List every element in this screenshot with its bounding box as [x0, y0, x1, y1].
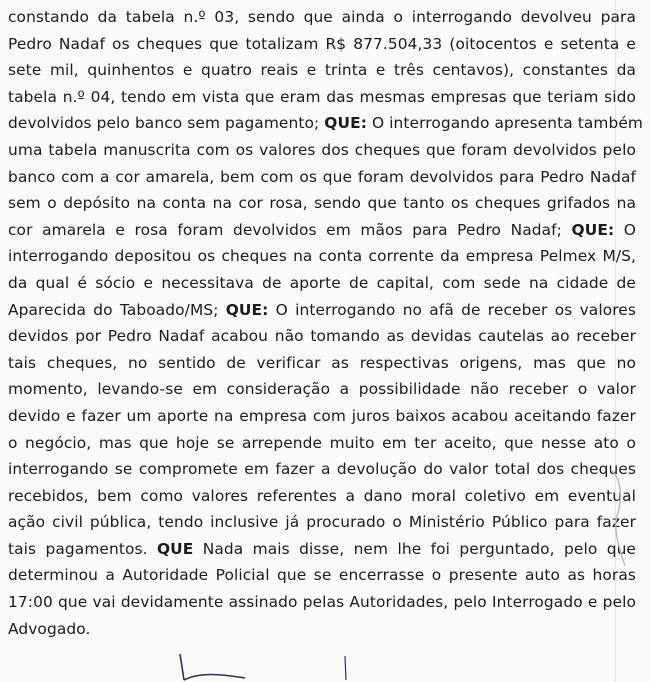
text-line: [8, 31, 636, 58]
text-segment: uma tabela manuscrita com os valores dos cheques que foram devolvidos pelo: [8, 140, 636, 159]
que-marker: QUE: [156, 539, 194, 558]
text-segment: Pedro Nadaf os cheques que totalizam R$ 877.504,33 (oitocentos e setenta e: [8, 34, 636, 53]
text-line: [8, 57, 636, 84]
text-line: [8, 562, 636, 589]
que-marker: QUE:: [225, 300, 269, 319]
text-line: [8, 323, 636, 350]
text-line: [8, 483, 636, 510]
text-segment: interrogando depositou os cheques na conta corrente da empresa Pelmex M/S,: [8, 247, 636, 266]
text-line: [8, 456, 636, 483]
text-segment: devido e fazer um aporte na empresa com juros baixos acabou aceitando fazer: [8, 406, 636, 425]
text-line: [8, 137, 636, 164]
text-segment: da qual é sócio e necessitava de aporte de capital, com sede na cidade de: [8, 273, 636, 292]
text-segment: O interrogando no afã de receber os valores: [268, 300, 636, 319]
text-line: [8, 84, 636, 111]
que-marker: QUE:: [571, 220, 615, 239]
text-segment: devolvidos pelo banco sem pagamento;: [8, 114, 325, 133]
text-segment: sem o depósito na conta na cor rosa, sendo que tanto os cheques grifados na: [8, 194, 636, 213]
text-line: [8, 616, 636, 643]
text-segment: tais pagamentos.: [8, 539, 157, 558]
text-line: [8, 270, 636, 297]
text-line: [8, 430, 636, 457]
text-line: [8, 190, 636, 217]
text-segment: tais cheques, no sentido de verificar as respectivas origens, mas que no: [8, 353, 636, 372]
text-segment: momento, levando-se em consideração a possibilidade não receber o valor: [8, 380, 636, 399]
text-line: [8, 589, 636, 616]
text-segment: Aparecida do Taboado/MS;: [8, 300, 226, 319]
text-segment: O interrogando apresenta também: [366, 114, 644, 133]
text-segment: O: [614, 220, 636, 239]
text-line: [8, 217, 636, 244]
text-segment: interrogando se compromete em fazer a devolução do valor total dos cheques: [8, 460, 636, 479]
text-segment: banco com a cor amarela, bem com os que foram devolvidos para Pedro Nadaf: [8, 167, 636, 186]
text-segment: o negócio, mas que hoje se arrepende muito em ter aceito, que nesse ato o: [8, 433, 636, 452]
text-line: [8, 350, 636, 377]
text-segment: 17:00 que vai devidamente assinado pelas Autoridades, pelo Interrogado e pelo: [8, 593, 636, 612]
text-segment: constando da tabela n.º 03, sendo que ainda o interrogando devolveu para: [8, 8, 636, 26]
text-line: [8, 164, 636, 191]
text-segment: Advogado.: [8, 619, 91, 638]
text-segment: cor amarela e rosa foram devolvidos em mãos para Pedro Nadaf;: [8, 220, 572, 239]
text-segment: Nada mais disse, nem lhe foi perguntado, pelo que: [193, 539, 636, 558]
text-segment: determinou a Autoridade Policial que se encerrasse o presente auto as horas: [8, 566, 636, 585]
text-line: [8, 4, 636, 31]
text-line: [8, 536, 636, 563]
text-segment: sete mil, quinhentos e quatro reais e trinta e três centavos), constantes da: [8, 61, 636, 80]
text-line: [8, 403, 636, 430]
text-segment: ação civil pública, tendo inclusive já procurado o Ministério Público para fazer: [8, 513, 636, 532]
que-marker: QUE:: [324, 114, 367, 133]
text-line: [8, 376, 636, 403]
text-segment: recebidos, bem como valores referentes a dano moral coletivo em eventual: [8, 486, 636, 505]
text-line: [8, 243, 636, 270]
text-line: [8, 297, 636, 324]
text-line: [8, 110, 644, 137]
text-line: [8, 509, 636, 536]
text-segment: tabela n.º 04, tendo em vista que eram das mesmas empresas que teriam sido: [8, 87, 636, 106]
text-segment: devidos por Pedro Nadaf acabou não tomando as devidas cautelas ao receber: [8, 327, 636, 346]
deposition-text: [8, 4, 644, 642]
signature-icon: [150, 652, 370, 682]
handwritten-margin-bracket-icon: [607, 468, 631, 568]
